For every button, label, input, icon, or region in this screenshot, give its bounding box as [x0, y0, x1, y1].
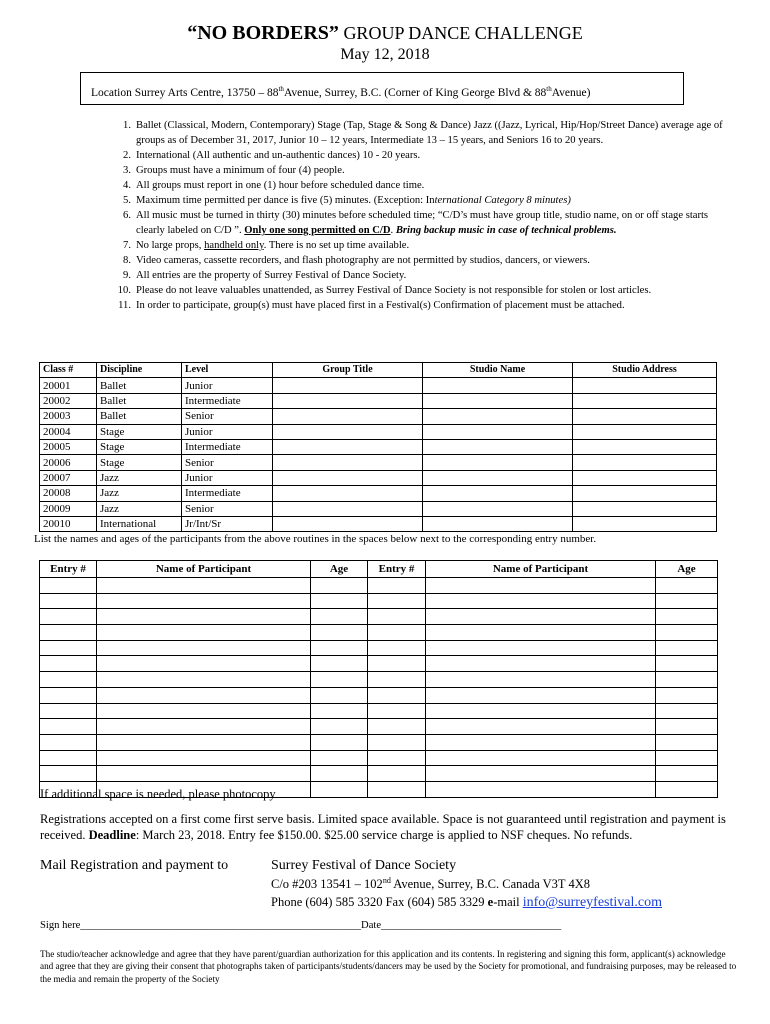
entry-cell[interactable]	[311, 593, 368, 609]
entry-cell[interactable]	[273, 409, 423, 424]
table-row	[40, 501, 717, 516]
rule-item: 6. All music must be turned in thirty (30) minutes before scheduled time; “C/D’s must have group title, studio name, on or off stage starts clearly labeled on C/D ”. Only one song permitted on C/D. Bring backup music in case of technical problems.	[123, 210, 709, 236]
table-cell: 20005	[40, 439, 97, 454]
email-link[interactable]: info@surreyfestival.com	[522, 895, 662, 910]
table-cell: 20002	[40, 393, 97, 408]
entry-cell[interactable]	[426, 609, 656, 625]
entry-cell[interactable]	[423, 470, 573, 485]
entry-cell[interactable]	[40, 593, 97, 609]
participants-table	[39, 560, 718, 798]
entry-cell[interactable]	[40, 703, 97, 719]
entry-cell[interactable]	[40, 750, 97, 766]
participant-row	[40, 719, 718, 735]
table-cell: Intermediate	[182, 486, 273, 501]
table-row	[40, 409, 717, 424]
event-date: May 12, 2018	[340, 46, 430, 63]
column-header: Age	[656, 561, 718, 578]
table-cell: Stage	[97, 424, 182, 439]
entry-cell[interactable]	[311, 703, 368, 719]
entry-cell[interactable]	[423, 486, 573, 501]
entry-cell[interactable]	[273, 470, 423, 485]
entry-cell[interactable]	[423, 378, 573, 393]
entry-cell[interactable]	[423, 409, 573, 424]
society-name: Surrey Festival of Dance Society	[271, 858, 457, 873]
entry-cell[interactable]	[273, 378, 423, 393]
table-cell: 20006	[40, 455, 97, 470]
column-header: Entry #	[368, 561, 426, 578]
entry-cell[interactable]	[656, 781, 718, 797]
mailing-address: C/o #203 13541 – 102nd Avenue, Surrey, B.C. Canada V3T 4X8	[271, 876, 590, 892]
entry-cell[interactable]	[311, 578, 368, 594]
participant-row	[40, 734, 718, 750]
entry-cell[interactable]	[97, 593, 311, 609]
entry-cell[interactable]	[368, 672, 426, 688]
entry-cell[interactable]	[368, 625, 426, 641]
table-cell: Jr/Int/Sr	[182, 516, 273, 531]
entry-cell[interactable]	[423, 424, 573, 439]
table-row	[40, 439, 717, 454]
entry-cell[interactable]	[426, 750, 656, 766]
entry-cell[interactable]	[97, 656, 311, 672]
entry-cell[interactable]	[311, 766, 368, 782]
entry-cell[interactable]	[656, 672, 718, 688]
rule-item: 2. International (All authentic and un-authentic dances) 10 - 20 years.	[123, 150, 421, 161]
entry-cell[interactable]	[573, 424, 717, 439]
table-cell: 20009	[40, 501, 97, 516]
registration-terms: Registrations accepted on a first come first serve basis. Limited space available. Space is not guaranteed until registration and payment is received. Deadline: March 23, 2018. Entry fee $150.00. $25.00 service charge is applied to NSF cheques. No refunds.	[40, 812, 726, 842]
table-cell: 20003	[40, 409, 97, 424]
entry-cell[interactable]	[97, 625, 311, 641]
entry-cell[interactable]	[368, 734, 426, 750]
table-cell: Ballet	[97, 393, 182, 408]
contact-line: Phone (604) 585 3320 Fax (604) 585 3329 e-mail info@surreyfestival.com	[271, 895, 662, 910]
entry-cell[interactable]	[311, 640, 368, 656]
entry-cell[interactable]	[368, 656, 426, 672]
participants-table-header	[40, 561, 718, 578]
table-cell: Senior	[182, 455, 273, 470]
entry-cell[interactable]	[368, 750, 426, 766]
table-cell: Junior	[182, 424, 273, 439]
rules-list	[111, 118, 733, 313]
entry-cell[interactable]	[273, 501, 423, 516]
entry-cell[interactable]	[97, 687, 311, 703]
column-header: Discipline	[97, 363, 182, 378]
entry-cell[interactable]	[311, 656, 368, 672]
entry-cell[interactable]	[40, 672, 97, 688]
column-header: Group Title	[273, 363, 423, 378]
rule-item: 4. All groups must report in one (1) hour before scheduled dance time.	[123, 180, 425, 191]
table-cell: Intermediate	[182, 393, 273, 408]
entry-cell[interactable]	[368, 687, 426, 703]
table-row	[40, 486, 717, 501]
participant-row	[40, 640, 718, 656]
entry-cell[interactable]	[273, 486, 423, 501]
table-cell: 20004	[40, 424, 97, 439]
entry-cell[interactable]	[426, 719, 656, 735]
entry-cell[interactable]	[368, 609, 426, 625]
table-cell: International	[97, 516, 182, 531]
entry-cell[interactable]	[656, 609, 718, 625]
entry-cell[interactable]	[656, 593, 718, 609]
participant-row	[40, 593, 718, 609]
entry-cell[interactable]	[573, 501, 717, 516]
entry-cell[interactable]	[656, 766, 718, 782]
table-cell: Jazz	[97, 470, 182, 485]
entry-cell[interactable]	[40, 640, 97, 656]
entry-cell[interactable]	[40, 687, 97, 703]
entry-cell[interactable]	[573, 470, 717, 485]
entry-cell[interactable]	[97, 640, 311, 656]
table-row	[40, 393, 717, 408]
column-header: Level	[182, 363, 273, 378]
entry-cell[interactable]	[573, 409, 717, 424]
entry-cell[interactable]	[656, 640, 718, 656]
entry-cell[interactable]	[368, 578, 426, 594]
table-cell: Senior	[182, 501, 273, 516]
mail-label: Mail Registration and payment to	[40, 858, 229, 873]
entry-cell[interactable]	[368, 593, 426, 609]
entry-cell[interactable]	[40, 609, 97, 625]
entry-cell[interactable]	[426, 625, 656, 641]
table-cell: 20008	[40, 486, 97, 501]
entry-cell[interactable]	[426, 687, 656, 703]
column-header: Name of Participant	[97, 561, 311, 578]
entry-cell[interactable]	[423, 393, 573, 408]
participant-row	[40, 687, 718, 703]
entry-cell[interactable]	[656, 656, 718, 672]
table-row	[40, 424, 717, 439]
participant-row	[40, 578, 718, 594]
entry-cell[interactable]	[311, 734, 368, 750]
entry-cell[interactable]	[311, 609, 368, 625]
entry-cell[interactable]	[311, 672, 368, 688]
entry-cell[interactable]	[273, 455, 423, 470]
entry-cell[interactable]	[273, 439, 423, 454]
entry-cell[interactable]	[656, 625, 718, 641]
table-cell: Ballet	[97, 378, 182, 393]
page-title: “NO BORDERS” GROUP DANCE CHALLENGE	[187, 22, 583, 44]
entry-cell[interactable]	[40, 578, 97, 594]
column-header: Studio Name	[423, 363, 573, 378]
entry-cell[interactable]	[656, 734, 718, 750]
entry-cell[interactable]	[426, 766, 656, 782]
entry-cell[interactable]	[97, 703, 311, 719]
table-cell: 20010	[40, 516, 97, 531]
entry-cell[interactable]	[273, 424, 423, 439]
entry-cell[interactable]	[311, 750, 368, 766]
entry-cell[interactable]	[426, 640, 656, 656]
participant-row	[40, 766, 718, 782]
participant-row	[40, 625, 718, 641]
entry-cell[interactable]	[311, 687, 368, 703]
entry-cell[interactable]	[97, 750, 311, 766]
column-header: Age	[311, 561, 368, 578]
entry-cell[interactable]	[273, 393, 423, 408]
entry-cell[interactable]	[426, 734, 656, 750]
rule-item: 3. Groups must have a minimum of four (4) people.	[123, 165, 345, 176]
entry-cell[interactable]	[573, 393, 717, 408]
table-cell: Jazz	[97, 486, 182, 501]
entry-cell[interactable]	[656, 719, 718, 735]
column-header: Name of Participant	[426, 561, 656, 578]
photocopy-note: If additional space is needed, please photocopy	[40, 787, 276, 801]
table-cell: Stage	[97, 439, 182, 454]
entry-cell[interactable]	[368, 640, 426, 656]
entry-cell[interactable]	[423, 516, 573, 531]
table-cell: Senior	[182, 409, 273, 424]
participant-row	[40, 750, 718, 766]
entry-cell[interactable]	[97, 766, 311, 782]
entry-cell[interactable]	[423, 439, 573, 454]
table-row	[40, 516, 717, 531]
entry-cell[interactable]	[573, 378, 717, 393]
entry-cell[interactable]	[368, 766, 426, 782]
entry-cell[interactable]	[426, 703, 656, 719]
entry-cell[interactable]	[97, 672, 311, 688]
column-header: Entry #	[40, 561, 97, 578]
entry-cell[interactable]	[573, 516, 717, 531]
entry-cell[interactable]	[40, 656, 97, 672]
rule-item: 10. Please do not leave valuables unattended, as Surrey Festival of Dance Society is not responsible for stolen or lost articles.	[117, 285, 652, 296]
entry-cell[interactable]	[40, 625, 97, 641]
table-row	[40, 455, 717, 470]
entry-cell[interactable]	[426, 593, 656, 609]
consent-footer: The studio/teacher acknowledge and agree that they have parent/guardian authorization for this application and its contents. In registering and signing this form, applicant(s) acknowledge and agree that they are giving their consent that photographs taken of participants/students/dancers may be used by the Society for promotional, and fundraising purposes, may be released to the media and remain the property of the Society	[40, 949, 737, 984]
signature-date-line[interactable]: Sign here_____________________________________________________Date__________________________________	[40, 920, 562, 931]
rule-item: 7. No large props, handheld only. There is no set up time available.	[123, 240, 410, 251]
entry-cell[interactable]	[426, 781, 656, 797]
entry-cell[interactable]	[311, 781, 368, 797]
entry-cell[interactable]	[656, 578, 718, 594]
rule-item: 11. In order to participate, group(s) must have placed first in a Festival(s) Confirmation of placement must be attached.	[118, 300, 625, 311]
table-cell: Ballet	[97, 409, 182, 424]
rule-item: 9. All entries are the property of Surrey Festival of Dance Society.	[123, 270, 407, 281]
entry-cell[interactable]	[423, 501, 573, 516]
entry-cell[interactable]	[426, 578, 656, 594]
participants-instruction: List the names and ages of the participants from the above routines in the spaces below next to the corresponding entry number.	[34, 533, 597, 545]
entry-cell[interactable]	[573, 455, 717, 470]
participant-row	[40, 672, 718, 688]
table-cell: Junior	[182, 470, 273, 485]
class-table-header	[40, 363, 717, 378]
entry-cell[interactable]	[40, 734, 97, 750]
table-cell: Stage	[97, 455, 182, 470]
rule-item: 1. Ballet (Classical, Modern, Contemporary) Stage (Tap, Stage & Song & Dance) Jazz ((Jazz, Lyrical, Hip/Hop/Street Dance) average age of groups as of December 31, 2017, Junior 10 – 12 years, Intermediate 13 – 15 years, and Seniors 16 to 20 years.	[123, 120, 723, 146]
column-header: Studio Address	[573, 363, 717, 378]
entry-cell[interactable]	[97, 609, 311, 625]
entry-cell[interactable]	[573, 439, 717, 454]
entry-cell[interactable]	[97, 719, 311, 735]
entry-cell[interactable]	[368, 781, 426, 797]
table-cell: Junior	[182, 378, 273, 393]
table-cell: Intermediate	[182, 439, 273, 454]
rule-item: 8. Video cameras, cassette recorders, and flash photography are not permitted by studios, dancers, or viewers.	[123, 255, 590, 266]
class-table	[39, 362, 717, 532]
column-header: Class #	[40, 363, 97, 378]
rule-item: 5. Maximum time permitted per dance is five (5) minutes. (Exception: International Category 8 minutes)	[123, 195, 571, 206]
entry-cell[interactable]	[311, 719, 368, 735]
table-cell: 20001	[40, 378, 97, 393]
entry-cell[interactable]	[426, 656, 656, 672]
table-row	[40, 470, 717, 485]
table-cell: 20007	[40, 470, 97, 485]
table-cell: Jazz	[97, 501, 182, 516]
entry-cell[interactable]	[368, 719, 426, 735]
entry-cell[interactable]	[97, 578, 311, 594]
entry-cell[interactable]	[368, 703, 426, 719]
entry-cell[interactable]	[656, 687, 718, 703]
entry-cell[interactable]	[40, 719, 97, 735]
participant-row	[40, 703, 718, 719]
entry-cell[interactable]	[273, 516, 423, 531]
entry-cell[interactable]	[311, 625, 368, 641]
entry-cell[interactable]	[423, 455, 573, 470]
participant-row	[40, 656, 718, 672]
entry-cell[interactable]	[573, 486, 717, 501]
participant-row	[40, 609, 718, 625]
entry-cell[interactable]	[656, 703, 718, 719]
entry-cell[interactable]	[656, 750, 718, 766]
entry-cell[interactable]	[97, 734, 311, 750]
entry-cell[interactable]	[40, 766, 97, 782]
location-box: Location Surrey Arts Centre, 13750 – 88thAvenue, Surrey, B.C. (Corner of King George Blvd & 88thAvenue)	[80, 72, 684, 105]
table-row	[40, 378, 717, 393]
entry-cell[interactable]	[426, 672, 656, 688]
